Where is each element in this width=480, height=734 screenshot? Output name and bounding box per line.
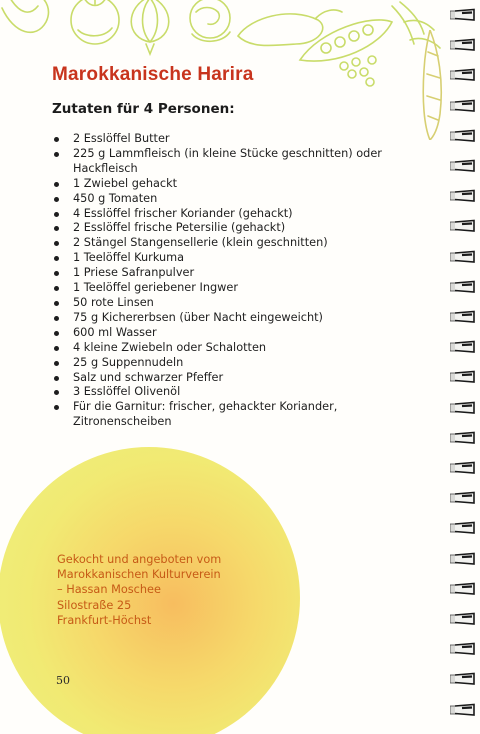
binding-ring <box>450 491 476 505</box>
credit-address-street: Silostraße 25 <box>57 598 132 612</box>
list-item: 50 rote Linsen <box>52 296 382 311</box>
binding-ring <box>450 672 476 686</box>
vegetable-illustration <box>0 0 450 105</box>
list-item: 1 Teelöffel Kurkuma <box>52 251 382 266</box>
list-item: Für die Garnitur: frischer, gehackter Koriander, Zitronenscheiben <box>52 400 382 430</box>
list-item: 4 kleine Zwiebeln oder Schalotten <box>52 341 382 356</box>
credit-line: Marokkanischen Kulturverein <box>57 568 221 582</box>
binding-ring <box>450 582 476 596</box>
list-item: 4 Esslöffel frischer Koriander (gehackt) <box>52 207 382 222</box>
binding-ring <box>450 310 476 324</box>
list-item: Salz und schwarzer Pfeffer <box>52 371 382 386</box>
credit-line: Gekocht und angeboten vom <box>57 553 222 566</box>
binding-ring <box>450 250 476 264</box>
binding-ring <box>450 68 476 82</box>
binding-ring <box>450 129 476 143</box>
binding-ring <box>450 612 476 626</box>
binding-ring <box>450 521 476 535</box>
binding-ring <box>450 219 476 233</box>
list-item: 2 Stängel Stangensellerie (klein geschnitten) <box>52 236 382 251</box>
list-item: 2 Esslöffel frische Petersilie (gehackt) <box>52 221 382 236</box>
binding-ring <box>450 552 476 566</box>
binding-ring <box>450 370 476 384</box>
binding-ring <box>450 401 476 415</box>
binding-ring <box>450 642 476 656</box>
list-item: 1 Teelöffel geriebener Ingwer <box>52 281 382 296</box>
list-item: 450 g Tomaten <box>52 192 382 207</box>
list-item: 3 Esslöffel Olivenöl <box>52 385 382 400</box>
credit-line: – Hassan Moschee <box>57 583 161 597</box>
list-item: 1 Zwiebel gehackt <box>52 177 382 192</box>
carrot-illustration <box>400 30 450 140</box>
recipe-title: Marokkanische Harira <box>52 64 254 85</box>
list-item: 600 ml Wasser <box>52 326 382 341</box>
binding-ring <box>450 99 476 113</box>
binding-ring <box>450 189 476 203</box>
binding-ring <box>450 340 476 354</box>
spiral-binding <box>446 0 480 734</box>
binding-ring <box>450 461 476 475</box>
list-item: 25 g Suppennudeln <box>52 356 382 371</box>
binding-ring <box>450 8 476 22</box>
list-item: 225 g Lammfleisch (in kleine Stücke geschnitten) oder Hackfleisch <box>52 147 382 177</box>
servings-heading: Zutaten für 4 Personen: <box>52 101 235 117</box>
binding-ring <box>450 280 476 294</box>
list-item: 1 Priese Safranpulver <box>52 266 382 281</box>
list-item: 2 Esslöffel Butter <box>52 132 382 147</box>
ingredient-list <box>52 132 382 430</box>
binding-ring <box>450 703 476 717</box>
binding-ring <box>450 431 476 445</box>
binding-ring <box>450 159 476 173</box>
recipe-credit <box>57 552 221 628</box>
binding-ring <box>450 38 476 52</box>
page-number: 50 <box>56 674 70 687</box>
list-item: 75 g Kichererbsen (über Nacht eingeweicht) <box>52 311 382 326</box>
credit-address-city: Frankfurt-Höchst <box>57 613 152 627</box>
